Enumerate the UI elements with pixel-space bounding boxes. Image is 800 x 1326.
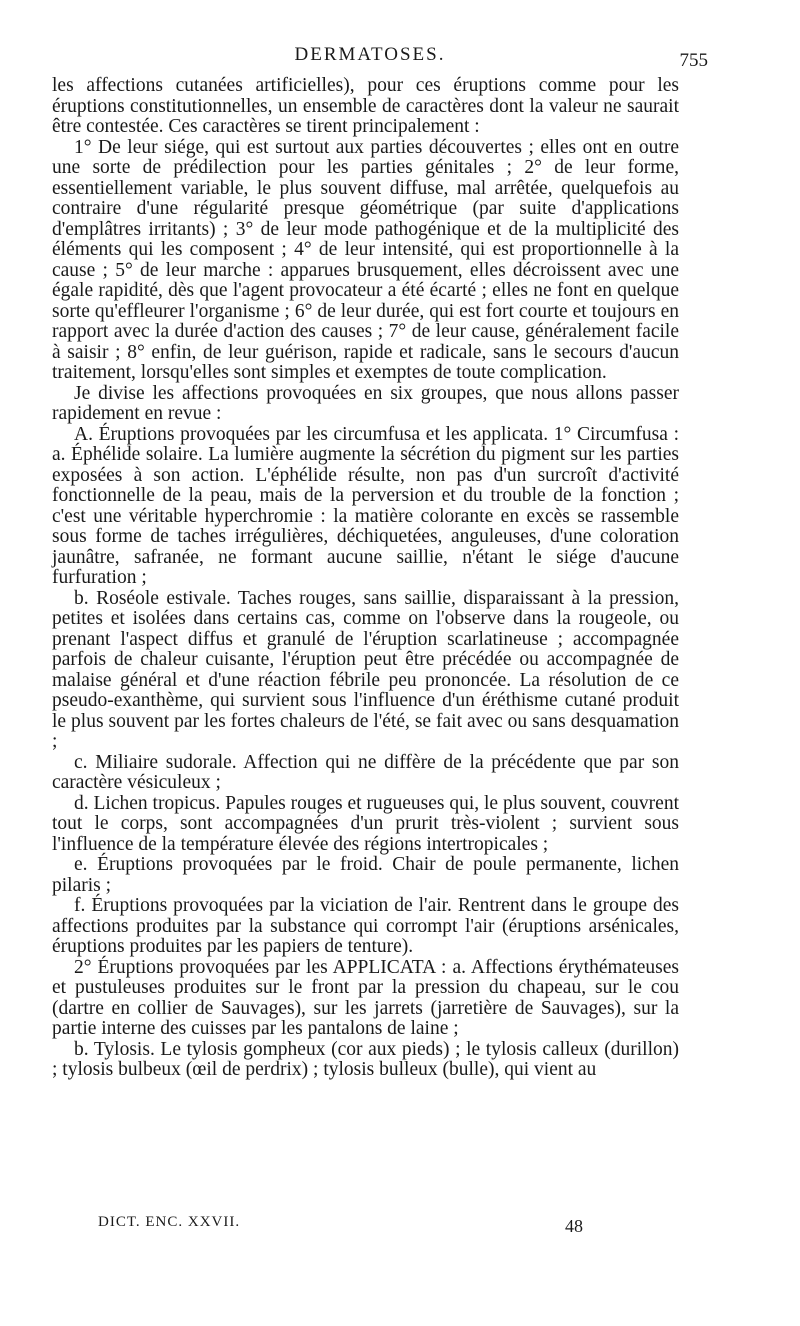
paragraph-viciation: f. Éruptions provoquées par la viciation de l'air. Rentrent dans le groupe des affections produites par la substance qui corrompt l'air (éruptions arsénicales, éruptions produites par les papiers de tenture). <box>52 895 679 957</box>
page-footer <box>50 1214 690 1244</box>
paragraph-lichen: d. Lichen tropicus. Papules rouges et rugueuses qui, le plus souvent, couvrent tout le corps, sont accompagnées d'un prurit très-violent ; survient sous l'influence de la température élevée des régions intertropicales ; <box>52 792 679 855</box>
paragraph-ephelide: A. Éruptions provoquées par les circumfusa et les applicata. 1° Circumfusa : a. Éphélide solaire. La lumière augmente la sécrétion du pigment sur les parties exposées à son action. L'éphélide résulte, non pas d'un surcroît d'activité fonctionnelle de la peau, mais de la perversion et du trouble de la fonction ; c'est une véritable hyperchromie : la matière colorante en excès se rassemble sous forme de taches irrégulières, déchiquetées, anguleuses, d'une coloration jaunâtre, safranée, ne formant aucune saillie, n'étant le siége d'aucune furfuration ; <box>52 423 679 588</box>
paragraph-tylosis: b. Tylosis. Le tylosis gompheux (cor aux pieds) ; le tylosis calleux (durillon) ; tylosis bulbeux (œil de perdrix) ; tylosis bulleux (bulle), qui vient au <box>52 1038 679 1080</box>
paragraph-roseole: b. Roséole estivale. Taches rouges, sans saillie, disparaissant à la pression, petites et isolées dans certains cas, comme on l'observe dans la rougeole, ou prenant l'aspect diffus et granulé de l'éruption scarlatineuse ; accompagnée parfois de chaleur cuisante, l'éruption peut être précédée ou accompagnée de malaise général et d'une réaction fébrile peu prononcée. La résolution de ce pseudo-exanthème, qui survient sous l'influence d'un éréthisme cutané produit le plus souvent par les fortes chaleurs de l'été, se fait avec ou sans desquamation ; <box>52 587 679 752</box>
printer-signature: DICT. ENC. XXVII. <box>98 1214 241 1230</box>
running-title: DERMATOSES. <box>294 44 446 65</box>
body-text <box>52 76 679 1081</box>
paragraph-miliaire: c. Miliaire sudorale. Affection qui ne diffère de la précédente que par son caractère vésiculeux ; <box>52 751 679 793</box>
page-number: 755 <box>679 50 708 71</box>
paragraph-froid: e. Éruptions provoquées par le froid. Chair de poule permanente, lichen pilaris ; <box>52 854 679 896</box>
sheet-number: 48 <box>565 1216 583 1236</box>
paragraph-groups: Je divise les affections provoquées en six groupes, que nous allons passer rapidement en revue : <box>52 382 679 424</box>
paragraph-characters: 1° De leur siége, qui est surtout aux parties découvertes ; elles ont en outre une sorte de prédilection pour les parties génitales ; 2° de leur forme, essentiellement variable, le plus souvent diffuse, mal arrêtée, quelquefois au contraire d'une régularité presque géométrique (par suite d'applications d'emplâtres irritants) ; 3° de leur mode pathogénique et de la multiplicité des éléments qui les composent ; 4° de leur intensité, qui est proportionnelle à la cause ; 5° de leur marche : apparues brusquement, elles décroissent avec une égale rapidité, dès que l'agent provocateur a été écarté ; elles ne font en quelque sorte qu'effleurer l'organisme ; 6° de leur durée, qui est fort courte et toujours en rapport avec la durée d'action des causes ; 7° de leur cause, généralement facile à saisir ; 8° enfin, de leur guérison, rapide et radicale, sans le secours d'aucun traitement, lorsqu'elles sont simples et exemptes de toute complication. <box>52 136 679 383</box>
paragraph-applicata: 2° Éruptions provoquées par les APPLICATA : a. Affections érythémateuses et pustuleuses produites sur le front par la pression du chapeau, sur le cou (dartre en collier de Sauvages), sur les jarrets (jarretière de Sauvages), sur la partie interne des cuisses par les pantalons de laine ; <box>52 956 679 1039</box>
paragraph-intro: les affections cutanées artificielles), pour ces éruptions comme pour les éruptions constitutionnelles, un ensemble de caractères dont la valeur ne saurait être contestée. Ces caractères se tirent principalement : <box>52 75 679 137</box>
page-header <box>50 44 708 78</box>
